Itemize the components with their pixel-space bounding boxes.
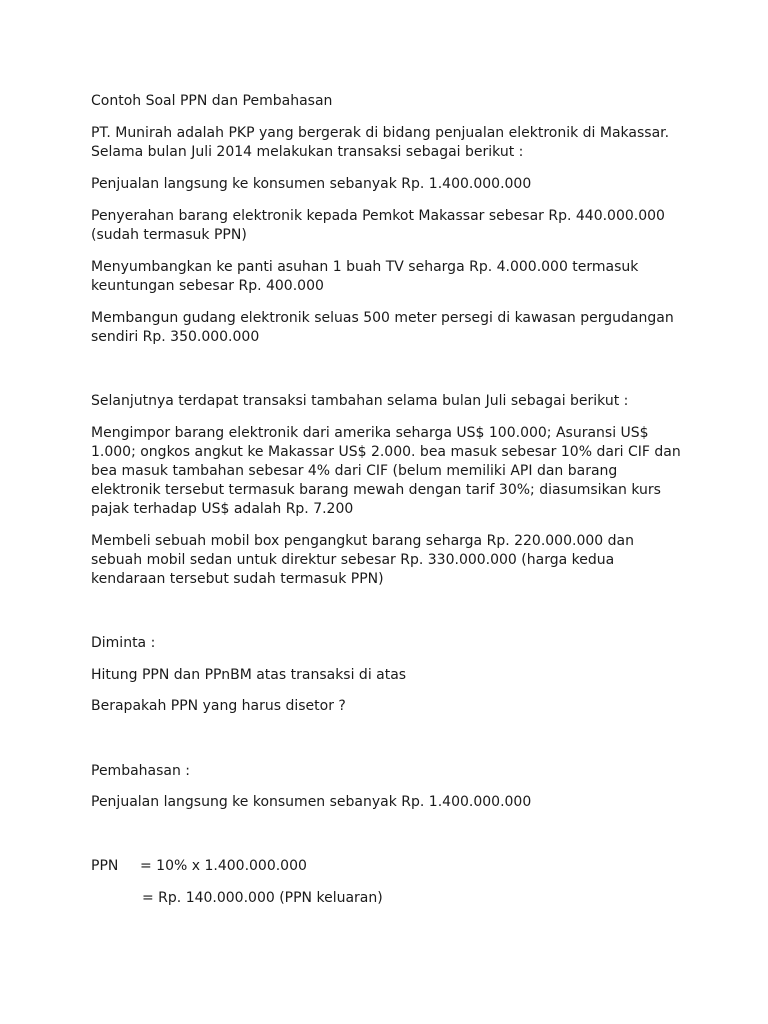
import-line-1: Mengimpor barang elektronik dari amerika seharga US$ 100.000; Asuransi US$ xyxy=(91,425,649,441)
vehicle-line-3: kendaraan tersebut sudah termasuk PPN) xyxy=(91,571,384,587)
vehicle-line-1: Membeli sebuah mobil box pengangkut barang seharga Rp. 220.000.000 dan xyxy=(91,533,634,549)
discussion-heading: Pembahasan : xyxy=(91,763,191,779)
transaction-1-line-1: Penjualan langsung ke konsumen sebanyak Rp. 1.400.000.000 xyxy=(91,176,532,192)
additional-intro: Selanjutnya terdapat transaksi tambahan selama bulan Juli sebagai berikut : xyxy=(91,393,629,409)
import-line-5: pajak terhadap US$ adalah Rp. 7.200 xyxy=(91,501,354,517)
vehicle-line-2: sebuah mobil sedan untuk direktur sebesar Rp. 330.000.000 (harga kedua xyxy=(91,552,615,568)
intro-line-2: Selama bulan Juli 2014 melakukan transaksi sebagai berikut : xyxy=(91,144,524,160)
import-line-4: elektronik tersebut termasuk barang mewah dengan tarif 30%; diasumsikan kurs xyxy=(91,482,661,498)
transaction-2-line-2: (sudah termasuk PPN) xyxy=(91,227,247,243)
intro-line-1: PT. Munirah adalah PKP yang bergerak di bidang penjualan elektronik di Makassar. xyxy=(91,125,670,141)
discussion-line: Penjualan langsung ke konsumen sebanyak Rp. 1.400.000.000 xyxy=(91,794,532,810)
ppn-calc-1: = 10% x 1.400.000.000 xyxy=(140,858,307,874)
transaction-3-line-2: keuntungan sebesar Rp. 400.000 xyxy=(91,278,324,294)
ppn-calc-2: = Rp. 140.000.000 (PPN keluaran) xyxy=(142,890,383,906)
transaction-3-line-1: Menyumbangkan ke panti asuhan 1 buah TV seharga Rp. 4.000.000 termasuk xyxy=(91,259,639,275)
document-title: Contoh Soal PPN dan Pembahasan xyxy=(91,93,333,109)
transaction-4-line-2: sendiri Rp. 350.000.000 xyxy=(91,329,260,345)
asked-item-1: Hitung PPN dan PPnBM atas transaksi di atas xyxy=(91,667,407,683)
transaction-4-line-1: Membangun gudang elektronik seluas 500 meter persegi di kawasan pergudangan xyxy=(91,310,674,326)
import-line-3: bea masuk tambahan sebesar 4% dari CIF (belum memiliki API dan barang xyxy=(91,463,618,479)
transaction-2-line-1: Penyerahan barang elektronik kepada Pemkot Makassar sebesar Rp. 440.000.000 xyxy=(91,208,665,224)
asked-item-2: Berapakah PPN yang harus disetor ? xyxy=(91,698,346,714)
ppn-label: PPN xyxy=(91,858,119,874)
import-line-2: 1.000; ongkos angkut ke Makassar US$ 2.000. bea masuk sebesar 10% dari CIF dan xyxy=(91,444,681,460)
asked-heading: Diminta : xyxy=(91,635,156,651)
